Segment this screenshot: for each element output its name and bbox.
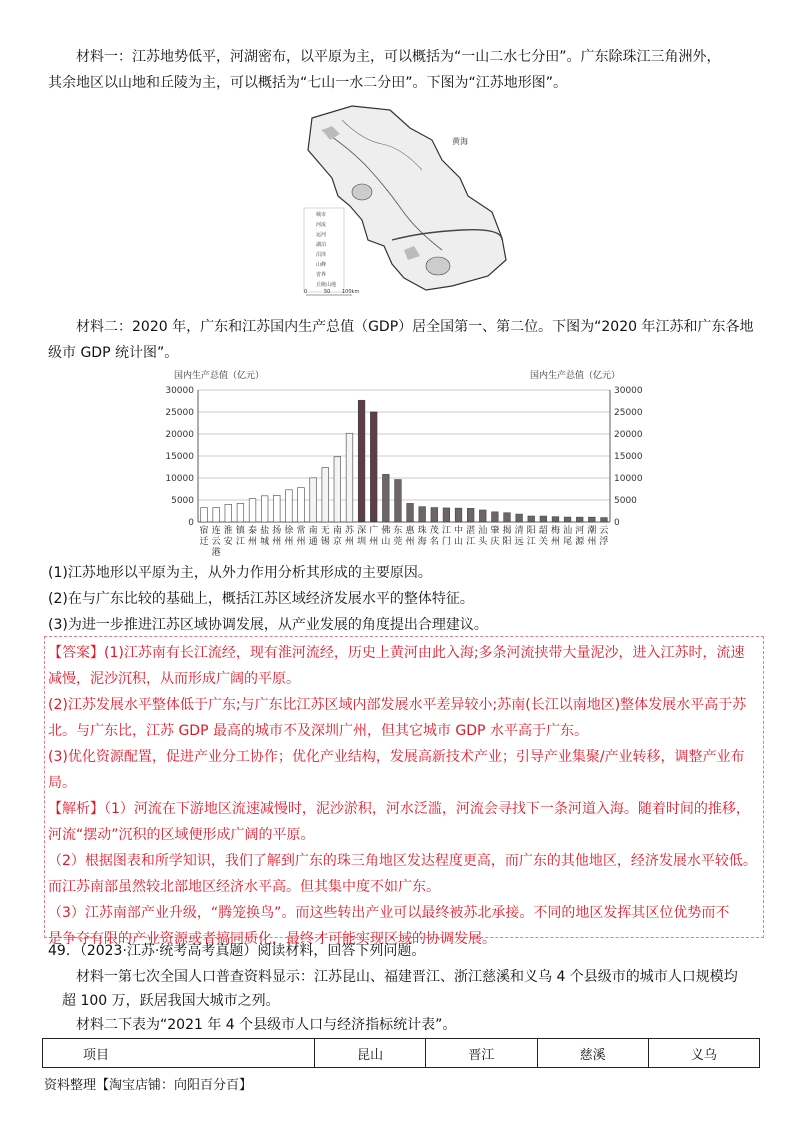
- y-tick-label-right: 30000: [614, 386, 643, 396]
- x-tick-label: 无锡: [320, 526, 330, 547]
- chart-bar: [249, 499, 256, 522]
- x-tick-label: 南京: [332, 526, 342, 547]
- chart-bar: [273, 495, 280, 522]
- q49-material1-line1: 材料一第七次全国人口普查资料显示：江苏昆山、福建晋江、浙江慈溪和义乌 4 个县级市的城市人口规模均: [76, 969, 738, 985]
- table-header-cell: 昆山: [315, 1039, 426, 1068]
- x-tick-label: 揭阳: [502, 526, 512, 547]
- answer-1-line1: 【答案】(1)江苏南有长江流经，现有淮河流经，历史上黄河由此入海;多条河流挟带大量泥沙，进入江苏时，流速: [48, 645, 745, 661]
- q49-material1-line2: 超 100 万，跃居我国大城市之列。: [62, 993, 280, 1009]
- gdp-bar-chart: [150, 362, 650, 562]
- explanation-3-line1: （3）江苏南部产业升级，“腾笼换鸟”。而这些转出产业可以最终被苏北承接。不同的地区发挥其区位优势而不: [48, 905, 730, 921]
- chart-bar: [443, 508, 450, 522]
- scale-label: 0: [304, 289, 308, 295]
- chart-bar: [431, 508, 438, 522]
- x-tick-label: 湛江: [466, 526, 476, 547]
- chart-bar: [261, 496, 268, 522]
- material1-paragraph-cont: [48, 70, 758, 96]
- chart-bar: [492, 512, 499, 522]
- x-tick-label: 淮安: [223, 526, 233, 547]
- y-tick-label-left: 25000: [165, 408, 194, 418]
- chart-bar: [504, 513, 511, 522]
- question-3: (3)为进一步推进江苏区域协调发展，从产业发展的角度提出合理建议。: [48, 617, 488, 633]
- y-tick-label-left: 10000: [165, 474, 194, 484]
- x-tick-label: 泰州: [248, 526, 258, 547]
- chart-bar: [540, 516, 547, 522]
- chart-bar: [552, 517, 559, 522]
- material1-paragraph: [48, 44, 758, 70]
- explanation-3-line2: 是争夺有限的产业资源或者搞同质化，最终才可能实现区域的协调发展。: [48, 931, 496, 947]
- footer-source: 资料整理【淘宝店铺：向阳百分百】: [44, 1078, 253, 1093]
- legend-item: 山峰: [316, 262, 327, 268]
- map-legend: [304, 208, 344, 292]
- county-stats-table: [42, 1038, 760, 1068]
- x-tick-label: 汕尾: [563, 526, 573, 547]
- x-tick-label: 潮州: [587, 526, 597, 547]
- x-tick-label: 珠海: [417, 526, 427, 547]
- scale-label: 100km: [342, 289, 360, 295]
- question-2: (2)在与广东比较的基础上，概括江苏区域经济发展水平的整体特征。: [48, 591, 474, 607]
- table-header-cell: 项目: [43, 1039, 315, 1068]
- chart-bar: [334, 457, 341, 522]
- chart-bar: [564, 517, 571, 522]
- x-tick-label: 镇江: [235, 526, 245, 547]
- chart-bar: [601, 518, 608, 522]
- chart-bar: [516, 514, 523, 522]
- chart-bar: [467, 508, 474, 522]
- legend-item: 运河: [316, 232, 327, 238]
- table-header-cell: 晋江: [426, 1039, 537, 1068]
- scale-label: 50: [324, 289, 331, 295]
- legend-item: 省界: [316, 272, 327, 278]
- chart-bar: [479, 510, 486, 522]
- y-tick-label-left: 0: [188, 518, 194, 528]
- answer-3-line2: 局。: [48, 775, 76, 791]
- x-tick-label: 云浮: [599, 526, 609, 547]
- chart-bar: [370, 412, 377, 522]
- material2-line2: 级市 GDP 统计图”。: [48, 345, 179, 361]
- x-tick-label: 苏州: [344, 526, 354, 547]
- material2-line1: 材料二：2020 年，广东和江苏国内生产总值（GDP）居全国第一、第二位。下图为“2020 年江苏和广东各地: [76, 319, 754, 335]
- x-tick-label: 茂名: [429, 526, 439, 547]
- legend-item: 湖泊: [316, 242, 327, 248]
- y-tick-label-left: 20000: [165, 430, 194, 440]
- chart-bar: [588, 517, 595, 522]
- x-tick-label: 中山: [454, 526, 464, 547]
- chart-bar: [237, 503, 244, 522]
- explanation-1-line2: 河流“摆动”沉积的区域便形成广阔的平原。: [48, 827, 315, 843]
- x-tick-label: 阳江: [526, 526, 536, 547]
- x-tick-label: 清远: [514, 526, 524, 547]
- chart-bar: [395, 480, 402, 522]
- material1-line2: 其余地区以山地和丘陵为主，可以概括为“七山一水二分田”。下图为“江苏地形图”。: [48, 75, 568, 91]
- x-tick-label: 佛山: [381, 526, 391, 547]
- x-tick-label: 常州: [296, 526, 306, 547]
- x-tick-label: 宿迁: [199, 526, 209, 547]
- explanation-1-line1: 【解析】（1）河流在下游地区流速减慢时，泥沙淤积，河水泛滥，河流会寻找下一条河道入海。随着时间的推移，: [48, 801, 750, 817]
- x-tick-label: 韶关: [538, 526, 548, 547]
- legend-item: 沼泽: [316, 252, 327, 258]
- chart-bar: [576, 517, 583, 522]
- x-tick-label: 盐城: [260, 526, 270, 547]
- chart-bar: [310, 478, 317, 522]
- material1-line1: 材料一：江苏地势低平，河湖密布，以平原为主，可以概括为“一山二水七分田”。广东除珠江三角洲外，: [76, 49, 721, 65]
- jiangsu-topographic-map: [292, 100, 514, 298]
- y-tick-label-left: 30000: [165, 386, 194, 396]
- q49-material2: 材料二下表为“2021 年 4 个县级市人口与经济指标统计表”。: [76, 1017, 457, 1033]
- y-tick-label-right: 5000: [614, 496, 637, 506]
- y-tick-label-right: 15000: [614, 452, 643, 462]
- y-tick-label-left: 5000: [171, 496, 194, 506]
- x-tick-label: 河源: [575, 526, 585, 547]
- chart-bar: [419, 507, 426, 522]
- explanation-2-line2: 而江苏南部虽然较北部地区经济水平高。但其集中度不如广东。: [48, 879, 440, 895]
- question-1: (1)江苏地形以平原为主，从外力作用分析其形成的主要原因。: [48, 565, 432, 581]
- y-tick-label-right: 20000: [614, 430, 643, 440]
- chart-bar: [528, 516, 535, 522]
- x-tick-label: 惠州: [405, 526, 415, 547]
- chart-bar: [286, 490, 293, 522]
- answer-3-line1: (3)优化资源配置，促进产业分工协作；优化产业结构，发展高新技术产业；引导产业集聚/产业转移，调整产业布: [48, 749, 745, 765]
- chart-bar: [225, 504, 232, 522]
- q49-header: 49．（2023·江苏·统考高考真题）阅读材料，回答下列问题。: [48, 943, 426, 959]
- answer-2-line2: 北。与广东比，江苏 GDP 最高的城市不及深圳广州，但其它城市 GDP 水平高于广东。: [48, 723, 588, 739]
- answer-section: [48, 640, 764, 952]
- answer-2-line1: (2)江苏发展水平整体低于广东;与广东比江苏区域内部发展水平差异较小;苏南(长江以南地区)整体发展水平高于苏: [48, 697, 747, 713]
- chart-bar: [382, 474, 389, 522]
- y-axis-title-right: 国内生产总值（亿元）: [530, 371, 621, 381]
- chart-bar: [201, 508, 208, 522]
- table-header-cell: 慈溪: [537, 1039, 648, 1068]
- explanation-2-line1: （2）根据图表和所学知识，我们了解到广东的珠三角地区发达程度更高，而广东的其他地区，经济发展水平较低。: [48, 853, 757, 869]
- x-tick-label: 徐州: [284, 526, 294, 547]
- table-header-cell: 义乌: [648, 1039, 759, 1068]
- chart-bar: [346, 433, 353, 522]
- x-tick-label: 深圳: [357, 526, 367, 547]
- sea-label: 黄海: [452, 137, 468, 146]
- x-tick-label: 肇庆: [490, 526, 500, 547]
- x-tick-label: 梅州: [550, 526, 560, 547]
- y-tick-label-right: 0: [614, 518, 620, 528]
- chart-bar: [407, 503, 414, 522]
- chart-bar: [213, 508, 220, 522]
- x-tick-label: 东莞: [393, 526, 403, 547]
- chart-bar: [455, 508, 462, 522]
- x-tick-label: 连云港: [211, 526, 221, 558]
- y-tick-label-right: 10000: [614, 474, 643, 484]
- chart-bar: [322, 468, 329, 522]
- table-header-row: [43, 1039, 760, 1068]
- x-tick-label: 广州: [369, 526, 379, 547]
- y-tick-label-left: 15000: [165, 452, 194, 462]
- legend-item: 城市: [316, 212, 327, 218]
- legend-item: 丘陵山地: [316, 282, 337, 288]
- y-axis-title-left: 国内生产总值（亿元）: [174, 371, 265, 381]
- material2-paragraph: [48, 314, 758, 340]
- x-tick-label: 汕头: [478, 526, 488, 547]
- chart-bar: [358, 400, 365, 522]
- answer-1-line2: 减慢，泥沙沉积，从而形成广阔的平原。: [48, 671, 300, 687]
- x-tick-label: 江门: [441, 526, 451, 547]
- legend-item: 河流: [316, 222, 327, 228]
- chart-bar: [298, 488, 305, 522]
- x-tick-label: 南通: [308, 526, 318, 547]
- x-tick-label: 扬州: [272, 526, 282, 547]
- y-tick-label-right: 25000: [614, 408, 643, 418]
